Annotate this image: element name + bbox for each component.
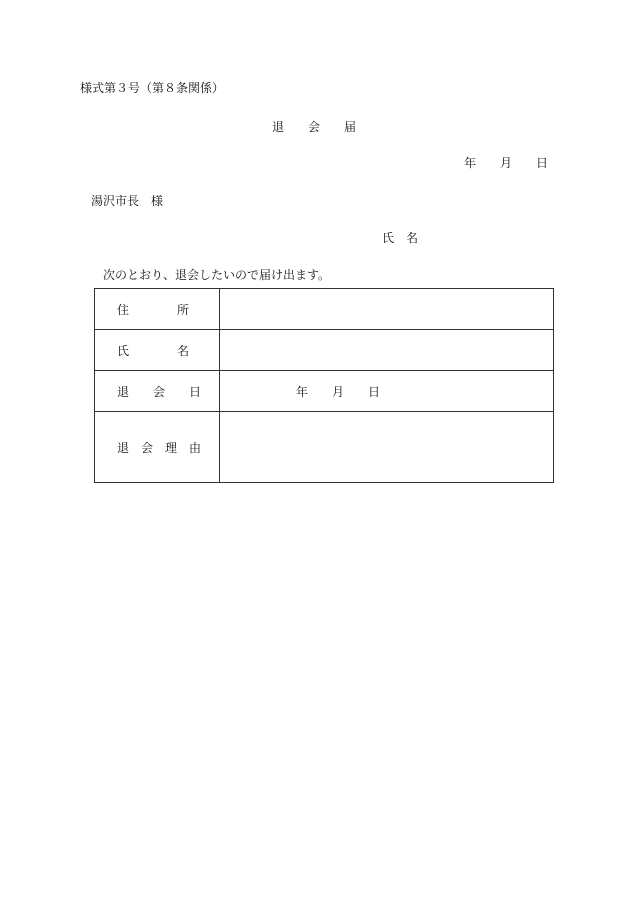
table-row-address (95, 289, 554, 330)
document-title: 退 会 届 (272, 120, 357, 134)
intro-text: 次のとおり、退会したいので届け出ます。 (103, 268, 331, 282)
withdrawal-date-label: 退 会 日 (95, 371, 220, 412)
withdrawal-date-field[interactable]: 年 月 日 (220, 371, 554, 412)
address-label: 住 所 (95, 289, 220, 330)
withdrawal-reason-label: 退 会 理 由 (95, 412, 220, 483)
withdrawal-reason-field[interactable] (220, 412, 554, 483)
applicant-name-label: 氏 名 (382, 231, 419, 245)
table-row-withdrawal-reason (95, 412, 554, 483)
address-field[interactable] (220, 289, 554, 330)
name-label: 氏 名 (95, 330, 220, 371)
name-field[interactable] (220, 330, 554, 371)
addressee: 湯沢市長 様 (91, 194, 164, 208)
table-row-name (95, 330, 554, 371)
submission-date-line: 年 月 日 (464, 156, 549, 170)
table-row-withdrawal-date (95, 371, 554, 412)
withdrawal-form-table (94, 288, 554, 483)
form-number: 様式第３号（第８条関係） (80, 81, 225, 95)
